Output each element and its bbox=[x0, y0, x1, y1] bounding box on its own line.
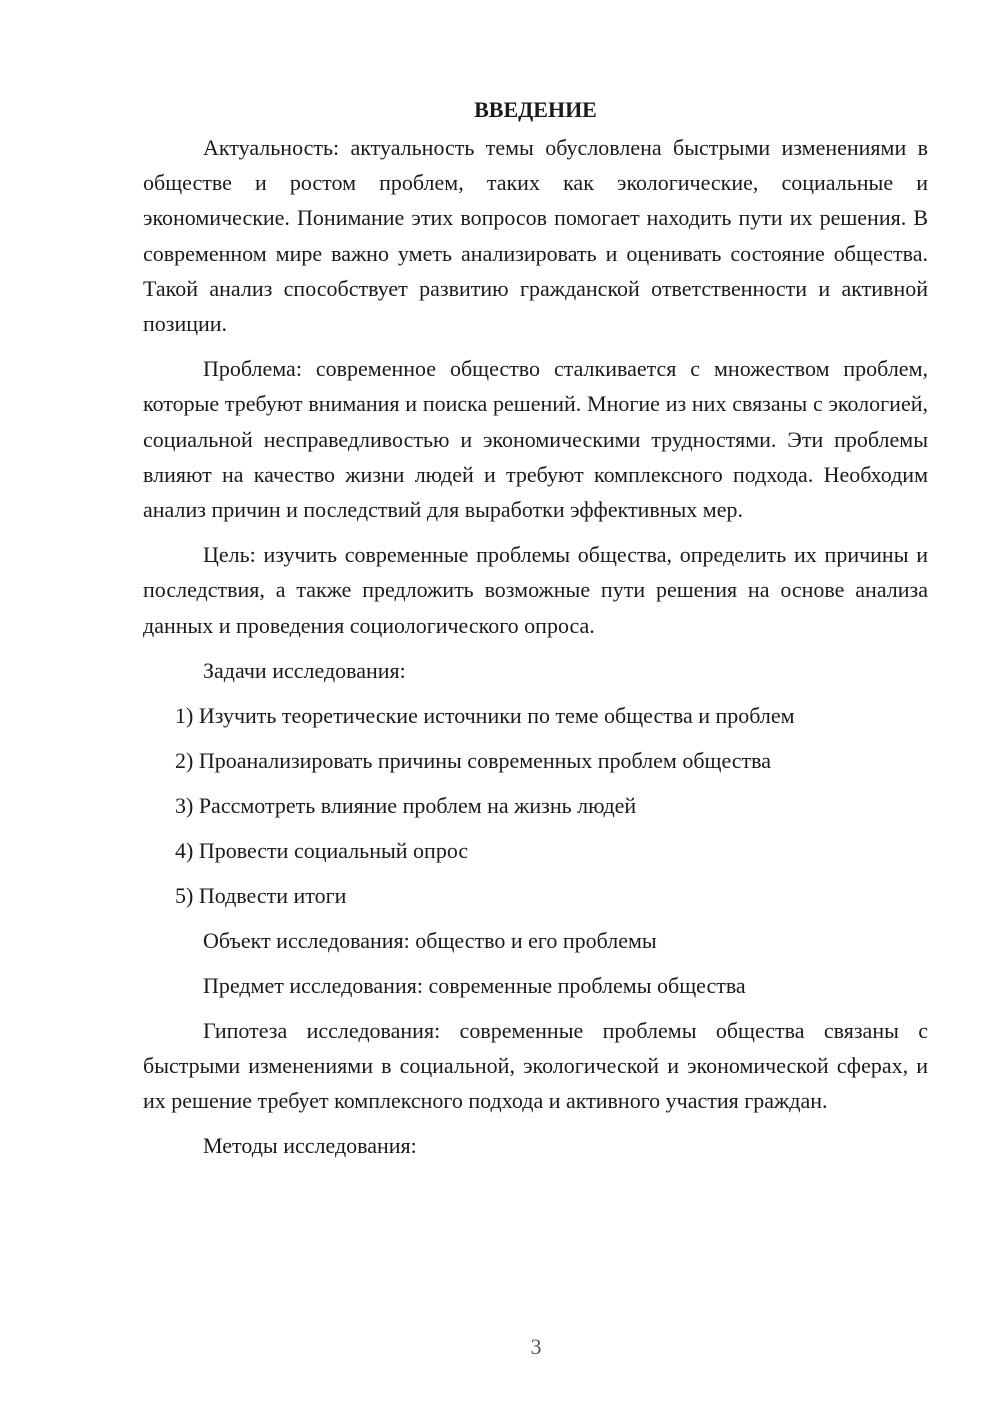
page-content bbox=[143, 94, 928, 1173]
tasks-list bbox=[143, 698, 928, 913]
page-number: 3 bbox=[530, 1334, 542, 1359]
tasks-heading: Задачи исследования: bbox=[203, 657, 406, 683]
relevance-paragraph: Актуальность: актуальность темы обусловлена быстрыми изменениями в обществе и ростом проблем, таких как экологические, социальные и экономические. Понимание этих вопросов помогает находить пути их решения. В современном мире важно уметь анализировать и оценивать состояние общества. Такой анализ способствует развитию гражданской ответственности и активной позиции. bbox=[143, 135, 928, 337]
task-item: 4) Провести социальный опрос bbox=[175, 837, 469, 863]
hypothesis-paragraph: Гипотеза исследования: современные проблемы общества связаны с быстрыми изменениями в социальной, экологической и экономической сферах, и их решение требует комплексного подхода и активного участия граждан. bbox=[143, 1017, 928, 1114]
subject-line: Предмет исследования: современные проблемы общества bbox=[203, 972, 746, 998]
document-title: ВВЕДЕНИЕ bbox=[474, 97, 597, 122]
methods-heading: Методы исследования: bbox=[203, 1133, 417, 1159]
problem-paragraph: Проблема: современное общество сталкивается с множеством проблем, которые требуют внимания и поиска решений. Многие из них связаны с экологией, социальной несправедливостью и экономическими трудностями. Эти проблемы влияют на качество жизни людей и требуют комплексного подхода. Необходим анализ причин и последствий для выработки эффективных мер. bbox=[143, 356, 928, 523]
task-item: 2) Проанализировать причины современных проблем общества bbox=[175, 747, 772, 773]
task-item: 1) Изучить теоретические источники по теме общества и проблем bbox=[175, 702, 795, 728]
task-item: 5) Подвести итоги bbox=[175, 882, 347, 908]
task-item: 3) Рассмотреть влияние проблем на жизнь людей bbox=[175, 792, 637, 818]
object-line: Объект исследования: общество и его проблемы bbox=[203, 927, 657, 953]
goal-paragraph: Цель: изучить современные проблемы общества, определить их причины и последствия, а также предложить возможные пути решения на основе анализа данных и проведения социологического опроса. bbox=[143, 542, 928, 638]
